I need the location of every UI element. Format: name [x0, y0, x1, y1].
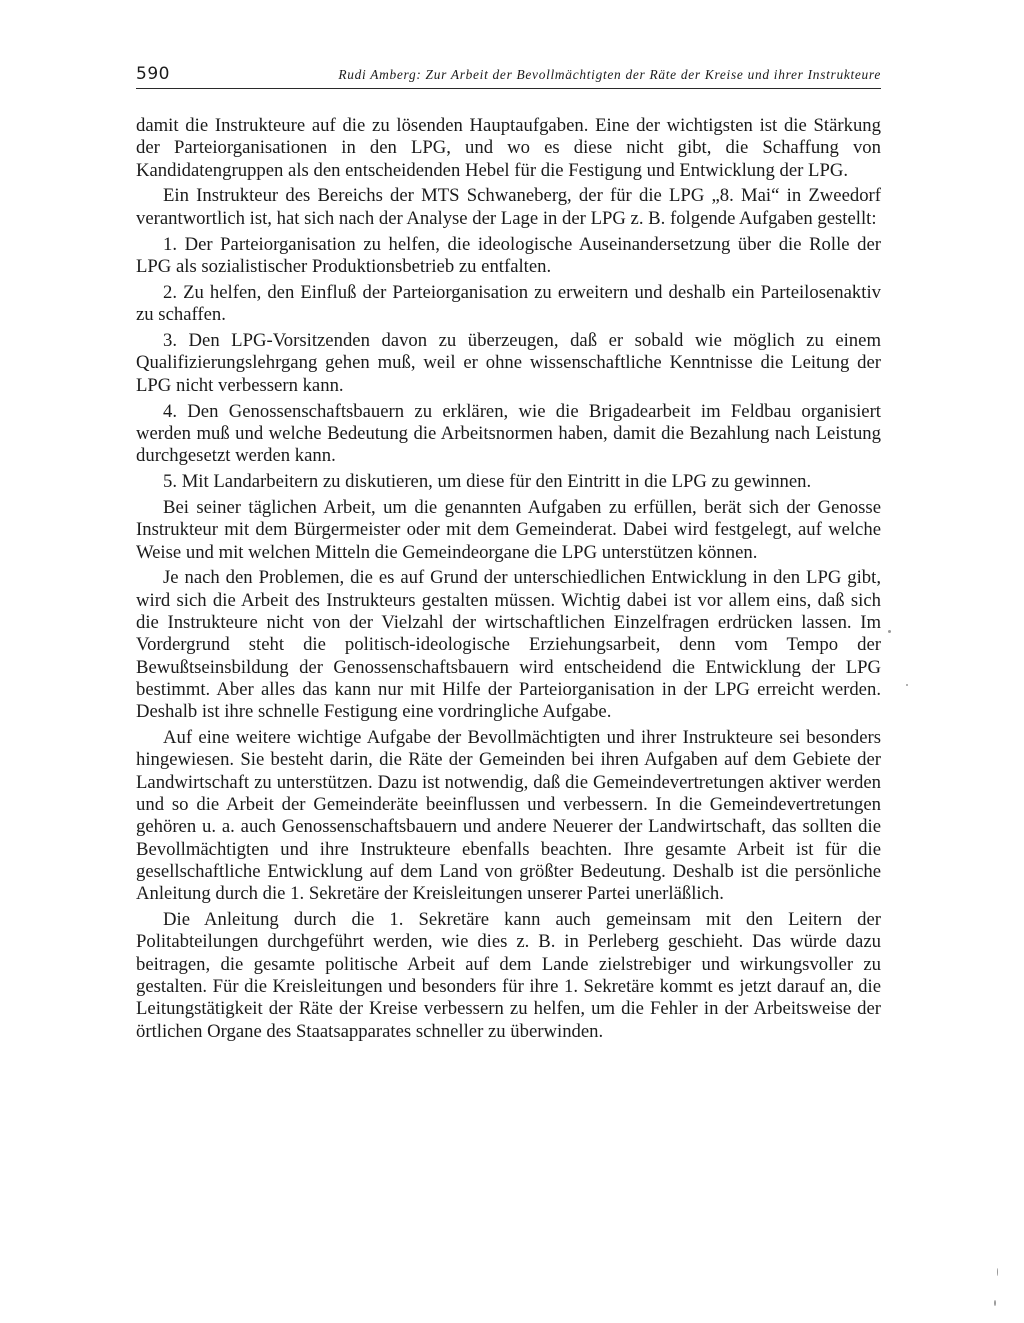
paragraph-problems: Je nach den Problemen, die es auf Grund der unterschiedlichen Entwicklung in den LPG gibt, wird sich die Arbeit des Instrukteurs gestalten müssen. Wichtig dabei ist vor allem eins, daß sich die Instrukteure nicht von der Vielzahl der wirtschaftlichen Einzelfragen erdrücken lassen. Im Vordergrund steht die politisch-ideologische Erziehungsarbeit, denn vom Tempo der Bewußtseinsbildung der Genossenschaftsbauern wird entscheidend die Entwicklung der LPG bestimmt. Aber alles das kann nur mit Hilfe der Parteiorganisation in der LPG erreicht werden. Deshalb ist ihre schnelle Festigung eine vordringliche Aufgabe. — [136, 567, 881, 723]
paragraph-daily-work: Bei seiner täglichen Arbeit, um die genannten Aufgaben zu erfüllen, berät sich der Genosse Instrukteur mit dem Bürgermeister oder mit dem Gemeinderat. Dabei wird festgelegt, auf welche Weise und mit welchen Mitteln die Gemeindeorgane die LPG unterstützen können. — [136, 496, 881, 563]
body-text — [136, 115, 881, 1046]
paragraph-instrukteur-example: Ein Instrukteur des Bereichs der MTS Schwaneberg, der für die LPG „8. Mai“ in Zweedorf verantwortlich ist, hat sich nach der Analyse der Lage in der LPG z. B. folgende Aufgaben gestellt: — [136, 185, 881, 229]
running-head: Rudi Amberg: Zur Arbeit der Bevollmächtigten der Räte der Kreise und ihrer Instrukteure — [338, 67, 881, 82]
scan-speck — [888, 630, 891, 633]
paragraph-further-task: Auf eine weitere wichtige Aufgabe der Bevollmächtigten und ihrer Instrukteure sei besonders hingewiesen. Sie besteht darin, die Räte der Gemeinden bei ihren Aufgaben auf dem Gebiete der Landwirtschaft zu unterstützen. Dazu ist notwendig, daß die Gemeindevertretungen aktiver werden und so die Arbeit der Gemeinderäte beeinflussen und verbessern. In die Gemeindevertretungen gehören u. a. auch Genossenschaftsbauern und andere Neuerer der Landwirtschaft, das sollten die Bevollmächtigten und ihre Instrukteure ebenfalls beachten. Ihre gesamte Arbeit ist für die gesellschaftliche Entwicklung auf dem Land von größter Bedeutung. Deshalb ist die persönliche Anleitung durch die 1. Sekretäre der Kreisleitungen unserer Partei unerläßlich. — [136, 727, 881, 905]
paragraph-continuation: damit die Instrukteure auf die zu lösenden Hauptaufgaben. Eine der wichtigsten ist die Stärkung der Parteiorganisationen in den LPG, und wo es diese nicht gibt, die Schaffung von Kandidatengruppen als den entscheidenden Hebel für die Festigung und Entwicklung der LPG. — [136, 115, 881, 181]
task-item-2: 2. Zu helfen, den Einfluß der Parteiorganisation zu erweitern und deshalb ein Parteilosenaktiv zu schaffen. — [136, 281, 881, 326]
task-item-5: 5. Mit Landarbeitern zu diskutieren, um diese für den Eintritt in die LPG zu gewinnen. — [163, 471, 812, 493]
task-item-1: 1. Der Parteiorganisation zu helfen, die ideologische Auseinandersetzung über die Rolle der LPG als sozialistischer Produktionsbetrieb zu entfalten. — [136, 233, 881, 277]
task-item-4: 4. Den Genossenschaftsbauern zu erklären, wie die Brigadearbeit im Feldbau organisiert werden muß und welche Bedeutung die Arbeitsnormen haben, damit die Bezahlung nach Leistung durchgesetzt werden kann. — [136, 400, 881, 467]
scan-speck — [906, 684, 908, 686]
task-item-3: 3. Den LPG-Vorsitzenden davon zu überzeugen, daß er sobald wie möglich zu einem Qualifizierungslehrgang gehen muß, weil er ohne wissenschaftliche Kenntnisse die Leitung der LPG nicht verbessern kann. — [136, 330, 881, 396]
paragraph-guidance: Die Anleitung durch die 1. Sekretäre kann auch gemeinsam mit den Leitern der Politabteilungen durchgeführt werden, wie dies z. B. in Perleberg geschieht. Das würde dazu beitragen, die gesamte politische Arbeit auf dem Lande zielstrebiger und wirkungsvoller zu gestalten. Für die Kreisleitungen und besonders für ihre 1. Sekretäre kommt es jetzt darauf an, die Leitungstätigkeit der Räte der Kreise verbessern zu helfen, um die Fehler in der Arbeitsweise der örtlichen Organe des Staatsapparates schneller zu überwinden. — [136, 909, 881, 1042]
page-number: 590 — [136, 64, 170, 84]
page-header — [136, 60, 881, 89]
scan-speck — [997, 1268, 998, 1276]
scan-speck — [994, 1300, 996, 1306]
